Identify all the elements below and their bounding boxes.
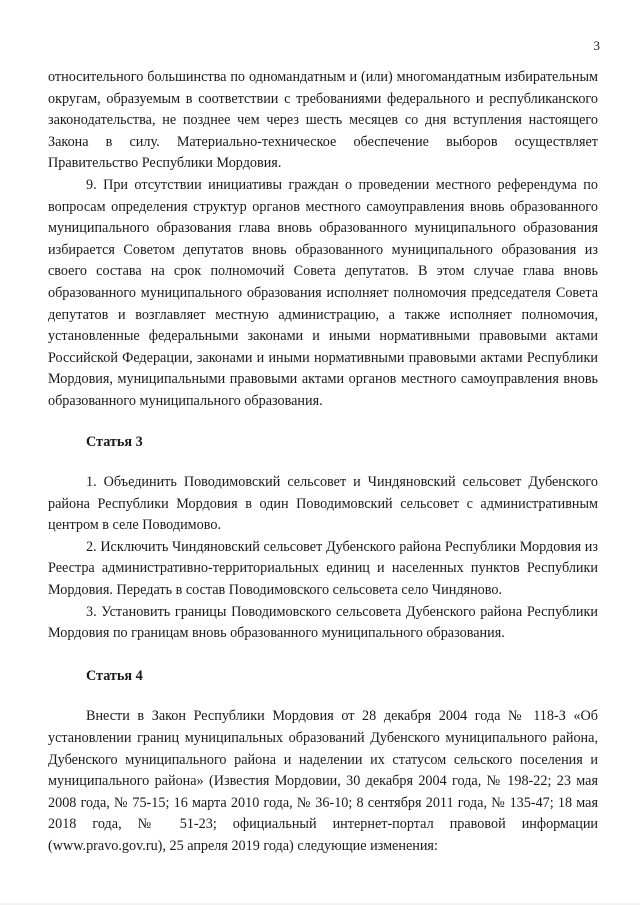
document-body	[48, 67, 598, 858]
article-3-item-1: 1. Объединить Поводимовский сельсовет и Чиндяновский сельсовет Дубенского района Республики Мордовия в один Поводимовский сельсовет с административным центром в селе Поводимово.	[48, 474, 598, 534]
article-4-heading: Статья 4	[86, 667, 143, 684]
paragraph-item-9: 9. При отсутствии инициативы граждан о проведении местного референдума по вопросам определения структур органов местного самоуправления вновь образованного муниципального образования глава вновь образованного муниципального образования избирается Советом депутатов вновь образованного муниципального образования из своего состава на срок полномочий Совета депутатов. В этом случае глава вновь образованного муниципального образования исполняет полномочия председателя Совета депутатов и возглавляет местную администрацию, а также исполняет полномочия, установленные федеральными законами и иными нормативными правовыми актами Российской Федерации, законами и иными нормативными правовыми актами Республики Мордовия, муниципальными правовыми актами органов местного самоуправления вновь образованного муниципального образования.	[48, 176, 598, 409]
paragraph-continuation: относительного большинства по одномандатным и (или) многомандатным избирательным округам, образуемым в соответствии с требованиями федерального и республиканского законодательства, не позднее чем через шесть месяцев со дня вступления настоящего Закона в силу. Материально-техническое обеспечение выборов осуществляет Правительство Республики Мордовия.	[48, 69, 598, 172]
article-3-heading: Статья 3	[86, 433, 143, 450]
article-3-item-3: 3. Установить границы Поводимовского сельсовета Дубенского района Республики Мордовия по границам вновь образованного муниципального образования.	[48, 603, 598, 642]
page-number: 3	[593, 38, 600, 53]
article-4-paragraph: Внести в Закон Республики Мордовия от 28 декабря 2004 года № 118-З «Об установлении границ муниципальных образований Дубенского муниципального района, Дубенского муниципального района и наделении их статусом сельского поселения и муниципального района» (Известия Мордовии, 30 декабря 2004 года, № 198-22; 23 мая 2008 года, № 75-15; 16 марта 2010 года, № 36-10; 8 сентября 2011 года, № 135-47; 18 мая 2018 года, № 51-23; официальный интернет-портал правовой информации (www.pravo.gov.ru), 25 апреля 2019 года) следующие изменения:	[48, 708, 598, 854]
article-3-item-2: 2. Исключить Чиндяновский сельсовет Дубенского района Республики Мордовия из Реестра административно-территориальных единиц и населенных пунктов Республики Мордовия. Передать в состав Поводимовского сельсовета село Чиндяново.	[48, 538, 598, 599]
